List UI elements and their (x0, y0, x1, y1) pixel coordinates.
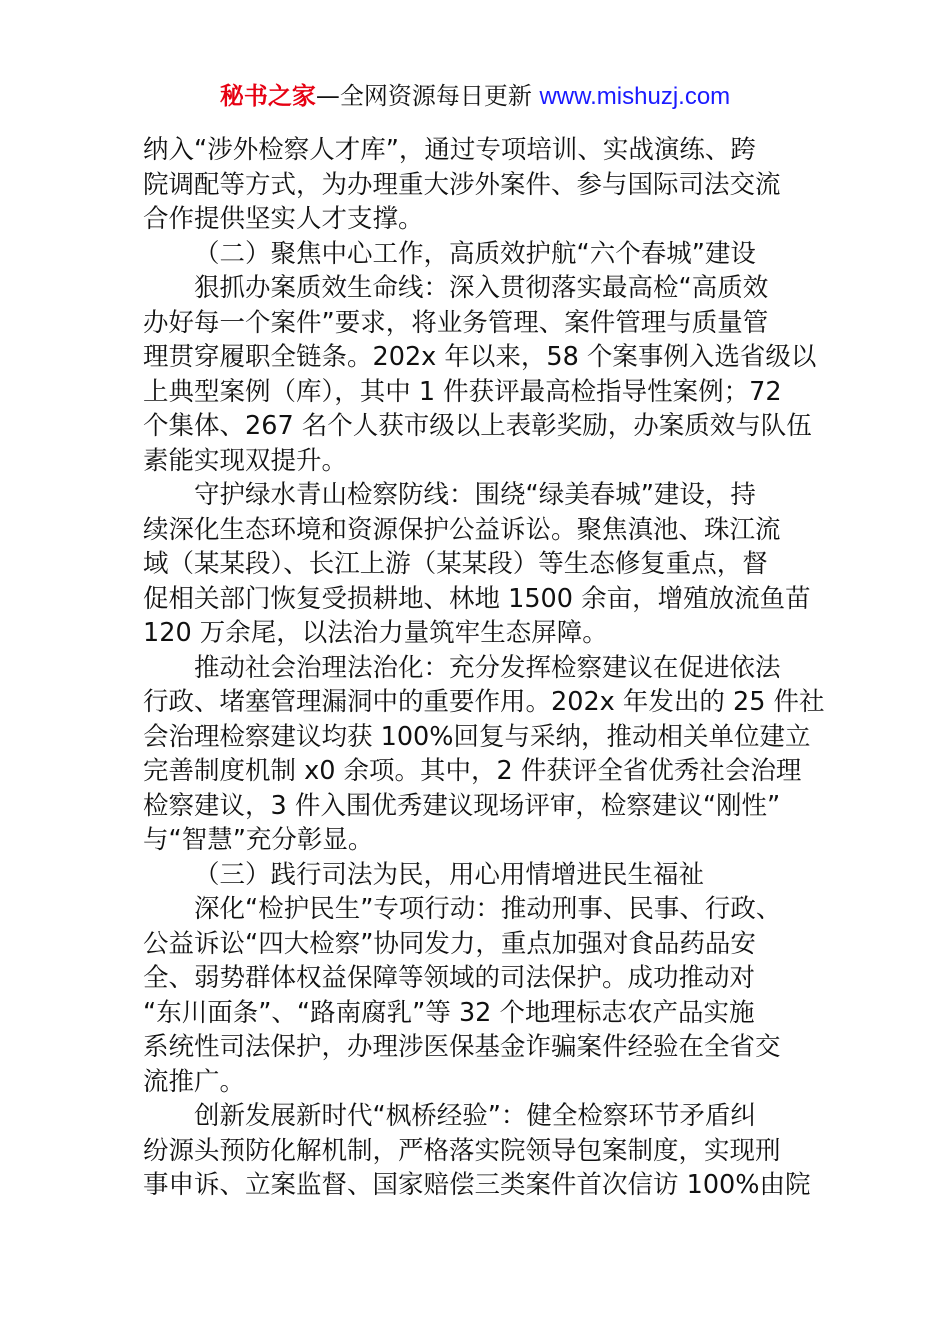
document-body (143, 133, 825, 1203)
text-line: 会治理检察建议均获 100%回复与采纳，推动相关单位建立 (143, 721, 811, 752)
text-line: 个集体、267 名个人获市级以上表彰奖励，办案质效与队伍 (143, 411, 812, 441)
text-line: 与“智慧”充分彰显。 (143, 825, 374, 855)
header-tagline: —全网资源每日更新 (315, 82, 540, 110)
text-line: 事申诉、立案监督、国家赔偿三类案件首次信访 100%由院 (143, 1170, 811, 1200)
text-line: 促相关部门恢复受损耕地、林地 1500 余亩，增殖放流鱼苗 (143, 583, 811, 614)
text-line: 行政、堵塞管理漏洞中的重要作用。202x 年发出的 25 件社 (143, 687, 825, 717)
paragraph-start-line: 创新发展新时代“枫桥经验”：健全检察环节矛盾纠 (194, 1101, 756, 1131)
paragraph-start-line: 深化“检护民生”专项行动：推动刑事、民事、行政、 (194, 894, 782, 924)
text-line: 续深化生态环境和资源保护公益诉讼。聚焦滇池、珠江流 (143, 514, 781, 545)
paragraph-start-line: 狠抓办案质效生命线：深入贯彻落实最高检“高质效 (194, 273, 769, 303)
site-url-link[interactable]: www.mishuzj.com (539, 83, 731, 110)
text-line: 办好每一个案件”要求，将业务管理、案件管理与质量管 (143, 307, 769, 338)
text-line: 流推广。 (143, 1066, 246, 1097)
text-line: 完善制度机制 x0 余项。其中，2 件获评全省优秀社会治理 (143, 756, 802, 786)
text-line: 全、弱势群体权益保障等领域的司法保护。成功推动对 (143, 963, 756, 993)
text-line: 检察建议，3 件入围优秀建议现场评审，检察建议“刚性” (143, 790, 781, 821)
text-line: 域（某某段）、长江上游（某某段）等生态修复重点，督 (143, 549, 768, 579)
paragraph-start-line: 推动社会治理法治化：充分发挥检察建议在促进依法 (194, 652, 781, 683)
text-line: 系统性司法保护，办理涉医保基金诈骗案件经验在全省交 (143, 1032, 781, 1062)
text-line: 纷源头预防化解机制，严格落实院领导包案制度，实现刑 (143, 1135, 781, 1166)
text-line: 上典型案例（库），其中 1 件获评最高检指导性案例；72 (143, 376, 782, 407)
text-line: 素能实现双提升。 (143, 445, 348, 476)
text-line: 公益诉讼“四大检察”协同发力，重点加强对食品药品安 (143, 928, 756, 959)
brand-name: 秘书之家 (219, 82, 316, 110)
text-line: “东川面条”、“路南腐乳”等 32 个地理标志农产品实施 (143, 997, 755, 1028)
text-line: 纳入“涉外检察人才库”，通过专项培训、实战演练、跨 (143, 135, 756, 165)
paragraph-start-line: 守护绿水青山检察防线：围绕“绿美春城”建设，持 (194, 480, 756, 510)
text-line: 院调配等方式，为办理重大涉外案件、参与国际司法交流 (143, 169, 781, 200)
text-line: 120 万余尾，以法治力量筑牢生态屏障。 (143, 618, 608, 648)
text-line: 合作提供坚实人才支撑。 (143, 204, 424, 234)
text-line: 理贯穿履职全链条。202x 年以来，58 个案事例入选省级以 (143, 342, 817, 372)
section-heading: （二）聚焦中心工作，高质效护航“六个春城”建设 (194, 238, 756, 269)
section-heading: （三）践行司法为民，用心用情增进民生福祉 (194, 859, 705, 890)
page-header (0, 80, 950, 113)
